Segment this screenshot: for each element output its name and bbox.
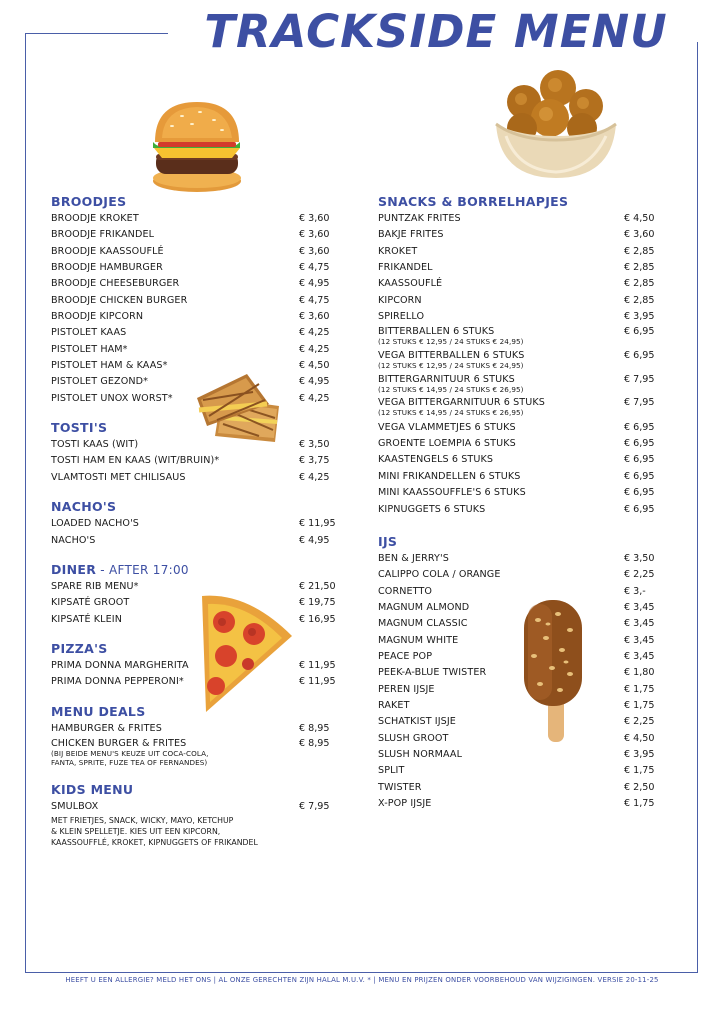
item-name: KIPCORN <box>378 294 422 306</box>
item-name: BROODJE KAASSOUFLÉ <box>51 245 164 257</box>
menu-item <box>378 244 658 260</box>
item-name: SPIRELLO <box>378 311 425 323</box>
section-heading: NACHO'S <box>51 499 117 515</box>
item-price: € 2,50 <box>624 781 655 793</box>
item-price: € 11,95 <box>299 659 336 671</box>
menu-item <box>378 452 658 468</box>
item-name: FRIKANDEL <box>378 262 433 274</box>
item-name: PRIMA DONNA MARGHERITA <box>51 659 189 671</box>
section-snacks <box>378 194 658 518</box>
section-heading: IJS <box>378 533 398 549</box>
menu-item <box>378 551 658 567</box>
section-pizzas <box>51 640 336 691</box>
menu-item <box>378 633 658 649</box>
footer-disclaimer: HEEFT U EEN ALLERGIE? MELD HET ONS | AL ONZE GERECHTEN ZIJN HALAL M.U.V. * | MENU EN PRIJZEN ONDER VOORBEHOUD VAN WIJZIGINGEN. VERSIE 20-11-25 <box>65 976 659 984</box>
menu-item <box>51 391 333 407</box>
item-price: € 3,60 <box>299 213 330 224</box>
item-name: BEN & JERRY'S <box>378 552 449 564</box>
menu-item <box>378 584 658 600</box>
item-name: CALIPPO COLA / ORANGE <box>378 569 501 581</box>
item-price: € 4,25 <box>299 327 330 339</box>
item-price: € 2,25 <box>624 569 655 581</box>
item-name-block <box>378 350 525 371</box>
item-name-block <box>51 738 229 767</box>
item-name: BAKJE FRITES <box>378 229 444 241</box>
menu-item <box>378 698 658 714</box>
item-price: € 3,45 <box>624 650 655 662</box>
item-name: NACHO'S <box>51 534 96 546</box>
item-name: PISTOLET GEZOND* <box>51 376 149 388</box>
item-name: MAGNUM CLASSIC <box>378 618 468 630</box>
item-name: X-POP IJSJE <box>378 798 432 809</box>
menu-item <box>51 374 333 390</box>
menu-item <box>378 714 658 730</box>
item-price: € 3,- <box>624 585 646 597</box>
item-price: € 4,25 <box>299 392 330 404</box>
item-price: € 21,50 <box>299 580 336 592</box>
item-price: € 6,95 <box>624 438 655 450</box>
item-name: BROODJE CHEESEBURGER <box>51 278 180 290</box>
item-name: TWISTER <box>378 781 422 793</box>
menu-item <box>378 396 658 420</box>
item-note: (BIJ BEIDE MENU'S KEUZE UIT COCA-COLA, FANTA, SPRITE, FUZE TEA OF FERNANDES) <box>51 748 209 767</box>
menu-item <box>51 325 333 341</box>
section-tostis <box>51 420 333 486</box>
menu-item <box>51 595 336 611</box>
menu-item <box>378 567 658 583</box>
item-name: MINI FRIKANDELLEN 6 STUKS <box>378 470 521 482</box>
section-heading: KIDS MENU <box>51 782 134 798</box>
item-name: KROKET <box>378 245 418 257</box>
item-name: SPLIT <box>378 765 405 777</box>
item-price: € 3,45 <box>624 601 655 613</box>
item-price: € 3,60 <box>299 311 330 323</box>
menu-item <box>51 674 336 690</box>
menu-item <box>51 799 333 815</box>
menu-item <box>51 293 333 309</box>
item-price: € 3,75 <box>299 455 330 467</box>
item-price: € 4,50 <box>624 213 655 224</box>
item-price: € 11,95 <box>299 676 336 688</box>
item-name: BROODJE HAMBURGER <box>51 262 163 274</box>
menu-item <box>51 516 336 532</box>
item-name: CHICKEN BURGER & FRITES <box>51 737 187 749</box>
section-heading: MENU DEALS <box>51 703 146 719</box>
item-price: € 6,95 <box>624 421 655 433</box>
item-name: VLAMTOSTI MET CHILISAUS <box>51 471 186 483</box>
item-name: PEEK-A-BLUE TWISTER <box>378 667 487 679</box>
item-price: € 1,75 <box>624 798 655 809</box>
item-name: MINI KAASSOUFFLE'S 6 STUKS <box>378 487 526 499</box>
item-price: € 1,75 <box>624 683 655 695</box>
item-name: VEGA BITTERBALLEN 6 STUKS <box>378 350 525 361</box>
menu-item <box>51 470 333 486</box>
item-price: € 3,95 <box>624 311 655 323</box>
item-price: € 3,50 <box>624 552 655 564</box>
item-name: PEREN IJSJE <box>378 683 435 695</box>
menu-item <box>51 342 333 358</box>
menu-item <box>51 260 333 276</box>
item-name: PISTOLET HAM* <box>51 343 128 355</box>
menu-item <box>378 469 658 485</box>
section-broodjes <box>51 194 333 407</box>
kids-menu-note-line: MET FRIETJES, SNACK, WICKY, MAYO, KETCHUP <box>51 816 234 826</box>
item-price: € 3,60 <box>299 245 330 257</box>
menu-item <box>378 227 658 243</box>
menu-item <box>378 349 658 373</box>
item-note: (12 STUKS € 12,95 / 24 STUKS € 24,95) <box>378 337 524 347</box>
menu-item <box>51 309 333 325</box>
right-column <box>378 194 658 825</box>
item-name: BROODJE CHICKEN BURGER <box>51 294 188 306</box>
item-note: (12 STUKS € 12,95 / 24 STUKS € 24,95) <box>378 361 524 370</box>
item-name: GROENTE LOEMPIA 6 STUKS <box>378 438 516 450</box>
item-price: € 2,85 <box>624 245 655 257</box>
item-name: SCHATKIST IJSJE <box>378 716 456 728</box>
section-heading-text: DINER <box>51 561 97 577</box>
item-name: KIPSATÉ GROOT <box>51 597 130 609</box>
menu-item <box>51 211 333 227</box>
item-price: € 8,95 <box>299 737 330 749</box>
item-price: € 3,45 <box>624 618 655 630</box>
menu-item <box>51 453 333 469</box>
item-price: € 7,95 <box>624 397 655 409</box>
item-name-block <box>378 326 524 347</box>
item-name: MAGNUM ALMOND <box>378 601 470 613</box>
item-price: € 7,95 <box>624 373 655 385</box>
item-price: € 16,95 <box>299 613 336 625</box>
item-name: TOSTI KAAS (WIT) <box>51 439 139 451</box>
kids-menu-note-line: & KLEIN SPELLETJE. KIES UIT EEN KIPCORN, <box>51 827 221 837</box>
menu-item <box>378 420 658 436</box>
item-name: VEGA BITTERGARNITUUR 6 STUKS <box>378 397 545 409</box>
item-name: SLUSH GROOT <box>378 732 449 744</box>
item-note: (12 STUKS € 14,95 / 24 STUKS € 26,95) <box>378 384 524 394</box>
item-name: PEACE POP <box>378 650 433 662</box>
item-price: € 6,95 <box>624 503 655 515</box>
left-column <box>51 194 336 861</box>
item-price: € 4,25 <box>299 343 330 355</box>
menu-item <box>378 763 658 779</box>
menu-title: TRACKSIDE MENU <box>204 5 668 58</box>
section-ijs <box>378 534 658 813</box>
item-price: € 7,95 <box>299 801 330 813</box>
menu-item <box>378 276 658 292</box>
menu-item <box>51 721 333 737</box>
item-note: (12 STUKS € 14,95 / 24 STUKS € 26,95) <box>378 408 524 418</box>
menu-item <box>378 747 658 763</box>
section-heading: PIZZA'S <box>51 640 108 656</box>
item-price: € 6,95 <box>624 470 655 482</box>
item-name: BROODJE KROKET <box>51 213 139 224</box>
menu-item <box>51 244 333 260</box>
item-name: SPARE RIB MENU* <box>51 580 139 592</box>
menu-item <box>378 682 658 698</box>
item-price: € 3,50 <box>299 439 330 451</box>
menu-item <box>378 665 658 681</box>
menu-item <box>51 579 336 595</box>
item-name: LOADED NACHO'S <box>51 518 139 530</box>
menu-item <box>378 600 658 616</box>
item-name: PUNTZAK FRITES <box>378 213 461 224</box>
menu-item <box>51 658 336 674</box>
section-menu-deals <box>51 704 333 770</box>
menu-item <box>378 260 658 276</box>
item-price: € 6,95 <box>624 326 655 338</box>
item-name: KIPNUGGETS 6 STUKS <box>378 503 486 515</box>
item-price: € 6,95 <box>624 487 655 499</box>
section-nachos <box>51 499 336 549</box>
section-heading: BROODJES <box>51 194 127 209</box>
menu-item <box>378 731 658 747</box>
item-price: € 2,25 <box>624 716 655 728</box>
menu-item <box>51 437 333 453</box>
item-price: € 2,85 <box>624 262 655 274</box>
item-price: € 4,95 <box>299 376 330 388</box>
bitterballen-bowl-icon <box>494 66 618 182</box>
item-name: PISTOLET HAM & KAAS* <box>51 360 168 372</box>
item-price: € 3,45 <box>624 634 655 646</box>
item-name: CORNETTO <box>378 585 433 597</box>
item-name: SLUSH NORMAAL <box>378 748 463 760</box>
item-name: PRIMA DONNA PEPPERONI* <box>51 676 184 688</box>
item-name: KAASSOUFLÉ <box>378 278 443 290</box>
item-name-block <box>378 374 524 395</box>
item-price: € 2,85 <box>624 278 655 290</box>
item-price: € 11,95 <box>299 518 336 530</box>
section-heading: SNACKS & BORRELHAPJES <box>378 194 569 209</box>
item-name: TOSTI HAM EN KAAS (WIT/BRUIN)* <box>51 455 220 467</box>
menu-item <box>378 309 658 325</box>
section-heading <box>51 562 333 578</box>
section-subheading: - AFTER 17:00 <box>96 562 189 577</box>
menu-item <box>378 373 658 397</box>
menu-item <box>51 358 333 374</box>
kids-menu-note-line: KAASSOUFFLÉ, KROKET, KIPNUGGETS OF FRIKANDEL <box>51 838 258 848</box>
item-name: SMULBOX <box>51 801 99 813</box>
item-name: MAGNUM WHITE <box>378 634 459 646</box>
item-price: € 1,80 <box>624 667 655 679</box>
item-price: € 3,60 <box>299 229 330 241</box>
section-heading: TOSTI'S <box>51 420 108 436</box>
item-price: € 2,85 <box>624 294 655 306</box>
item-price: € 4,50 <box>624 732 655 744</box>
item-price: € 3,60 <box>624 229 655 241</box>
item-price: € 6,95 <box>624 454 655 466</box>
item-price: € 1,75 <box>624 765 655 777</box>
item-name: KAASTENGELS 6 STUKS <box>378 454 494 466</box>
item-price: € 4,75 <box>299 294 330 306</box>
item-price: € 4,95 <box>299 278 330 290</box>
item-name: BROODJE KIPCORN <box>51 311 144 323</box>
menu-item <box>378 293 658 309</box>
menu-item <box>378 436 658 452</box>
item-name-block <box>378 397 545 418</box>
item-price: € 4,75 <box>299 262 330 274</box>
item-name: HAMBURGER & FRITES <box>51 722 162 734</box>
item-name: PISTOLET UNOX WORST* <box>51 392 173 404</box>
menu-item <box>51 737 333 769</box>
menu-item <box>378 616 658 632</box>
item-price: € 1,75 <box>624 699 655 711</box>
menu-item <box>51 227 333 243</box>
menu-item <box>51 533 333 549</box>
menu-item <box>378 649 658 665</box>
item-price: € 4,50 <box>299 360 330 372</box>
menu-item <box>378 211 658 227</box>
item-price: € 3,95 <box>624 748 655 760</box>
menu-item <box>378 796 658 812</box>
section-kids-menu <box>51 782 333 848</box>
item-name: KIPSATÉ KLEIN <box>51 613 122 625</box>
item-name: BROODJE FRIKANDEL <box>51 229 155 241</box>
menu-item <box>51 276 333 292</box>
burger-icon <box>148 98 246 196</box>
menu-item <box>51 612 336 628</box>
item-name: VEGA VLAMMETJES 6 STUKS <box>378 421 516 433</box>
menu-item <box>378 325 658 349</box>
item-price: € 4,95 <box>299 534 330 546</box>
item-price: € 19,75 <box>299 597 336 609</box>
section-diner <box>51 561 336 628</box>
item-name: BITTERGARNITUUR 6 STUKS <box>378 373 515 385</box>
item-name: BITTERBALLEN 6 STUKS <box>378 326 495 338</box>
menu-item <box>378 780 658 796</box>
item-price: € 4,25 <box>299 471 330 483</box>
item-name: PISTOLET KAAS <box>51 327 127 339</box>
menu-item <box>378 502 658 518</box>
menu-item <box>378 485 658 501</box>
item-price: € 6,95 <box>624 350 655 361</box>
item-name: RAKET <box>378 699 410 711</box>
item-price: € 8,95 <box>299 722 330 734</box>
